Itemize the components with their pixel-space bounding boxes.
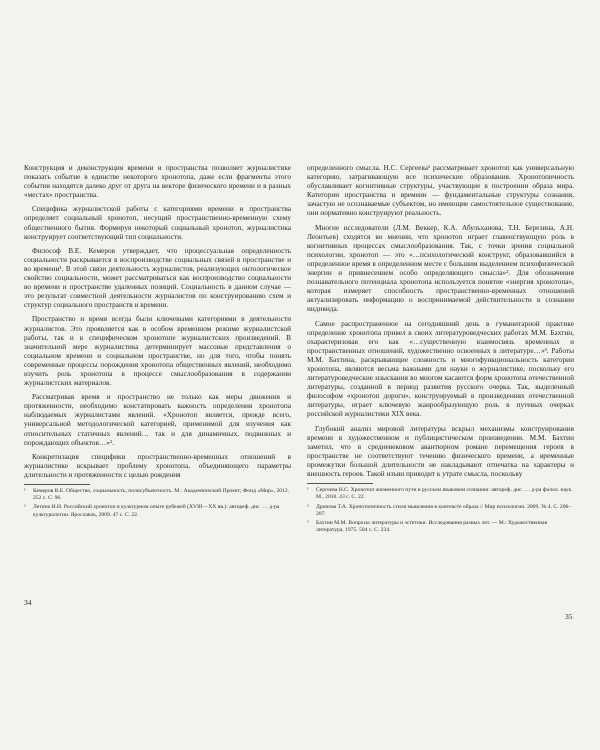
footnote <box>307 504 574 518</box>
paragraph: Философ В.Е. Кемеров утверждает, что процессуальная определенность социальности раскрывается в воспроизводстве социальных связей в пространстве и во времени¹. В этой связи деятельность журналистов, реализующих онтологическое свойство социальности, может рассматриваться как воспроизводство социальности во времени и пространстве удаленных позиций. Социальность в данном случае — это результат совместной деятельности журналистов по конструированию схем и структур социального пространств и времени. <box>24 245 291 310</box>
footnote-text: Кемеров В.Е. Общество, социальность, полисубъектность. М.: Академический Проект; Фонд «Мир», 2012. 252 с. С. 96. <box>33 488 290 502</box>
paragraph: Многие исследователи (Л.М. Веккер, К.А. Абульханова, Т.Н. Березина, А.Н. Леонтьев) сходятся во мнении, что хронотоп играет главенствующую роль в когнитивных процессах смыслообразования. Так, с точки зрения социальной психологии, хронотоп — это «…психологический конструкт, образовавшийся в определенное время в определенном месте с большим выделением психофизической энергии и привнесением особо определяющего смысла»². Для обозначения познавательного потенциала хронотопа используется понятие «энергия хронотопа», которая измеряет способность пространственно-временных отношений актуализировать информацию о воспринимаемой действительности в сознании индивида. <box>307 222 574 314</box>
page-number-left: 34 <box>24 598 32 607</box>
footnote-text: Дронова Т.А. Хронотопичность стиля мышления в контексте образа // Мир психологии. 2009. № 4. С. 206–207. <box>316 503 572 517</box>
footnote-text: Летина Н.Н. Российский хронотоп в культурном опыте рубежей (XVIII—XX вв.): автореф. дис. … д-ра культурологии. Ярославль, 2009. 47 с. С. 22. <box>33 504 280 518</box>
paragraph: Специфика журналистской работы с категориями времени и пространства определяет социальный хронотоп, несущий пространственно-временную схему общественного бытия. Формируя некоторый социальный хронотоп, журналистика конструирует соответствующий тип социальности. <box>24 204 291 241</box>
footnote-number: ¹ <box>307 487 309 494</box>
paragraph: Самое распространенное на сегодняшний день в гуманитарной практике определение хронотопа привел в своих литературоведческих работах М.М. Бахтин, охарактеризовав его как «…существенную взаимосвязь временных и пространственных отношений, художественно освоенных в литературе…»³. Работы М.М. Бахтина, раскрывающие сложность и многофункциональность категории хронотопа, являются весьма важными для науки о журналистике, поскольку его литературоведческие изыскания во многом касаются форм хронотопа отечественной литературы, созданной в период развития русского очерка. Так, выделенный философом «хронотоп дороги», конструируемый в произведениях отечественной литературы, играет ключевую жанрообразующую роль в путевых очерках российской журналистики XIX века. <box>307 318 574 419</box>
footnote-number: ³ <box>307 519 309 526</box>
paragraph: Конкретизация специфики пространственно-временных отношений в журналистике вскрывает проблему хронотопа, объединяющего параметры длительности и протяженности с целью рождения <box>24 451 291 479</box>
page-number-right: 35 <box>565 612 573 621</box>
footnote-text: Бахтин М.М. Вопросы литературы и эстетики. Исследования разных лет. — М.: Художественная литература, 1975. 504 с. С. 234. <box>316 519 548 534</box>
paragraph: Глубокий анализ мировой литературы вскрыл механизмы конструирования времени в художественном и публицистическом произведении. М.М. Бахтин заметил, что в средневековом авантюрном романе перемещения героев в пространстве не соответствуют течению физического времени, а временные промежутки большой длительности не накладывают отпечатка на характеры и внешность героев. Такой изъян приводит к утрате смысла, поскольку <box>307 423 574 478</box>
footnote-divider <box>24 484 90 485</box>
footnote <box>24 504 291 518</box>
right-page-body <box>307 163 574 478</box>
left-footnotes <box>24 488 291 519</box>
footnote-number: ² <box>307 503 309 510</box>
right-footnotes <box>307 487 574 534</box>
left-page <box>24 163 291 521</box>
paragraph: Конструкция и деконструкция времени и пространства позволяет журналистике показать событие в единстве некоторого хронотопа, даже если фрагменты этого события находятся далеко друг от друга на векторе физического времени и в разных «местах» пространства. <box>24 163 291 200</box>
paragraph: Пространство и время всегда были ключевыми категориями в деятельности журналистов. Это проявляется как в особом временном режиме журналистской работы, так и в специфическом хронотопе журналистских произведений. В значительной мере журналистика детерминирует массовые представления о социальном времени и социальном пространстве, но для того, чтобы понять современные процессы порождения хронотопа общественных явлений, необходимо изучить роль хронотопа в процессе смыслообразования в содержании журналистских материалов. <box>24 314 291 388</box>
footnote-number: ¹ <box>24 488 26 494</box>
right-page <box>307 163 574 536</box>
footnote <box>307 520 574 534</box>
footnote-number: ² <box>24 504 26 511</box>
footnote <box>24 488 291 502</box>
footnote <box>307 487 574 501</box>
paragraph: Рассматривая время и пространство не только как меры движения и протяженности, необходимо констатировать важность определения хронотопа наблюдаемых журналистами явлений. «Хронотоп является, прежде всего, универсальной методологической категорией, применимой для изучения как относительных статичных явлений… так и для динамичных, подвижных и порождающих объектов…»². <box>24 392 291 447</box>
footnote-text: Сергеева Н.С. Хронотоп жизненного пути в русском языковом сознании: автореф. дис. … д-ра филол. наук. М., 2010. 43 с. С. 22. <box>316 487 573 501</box>
left-page-body <box>24 163 291 479</box>
paragraph: определенного смысла. Н.С. Сергеева¹ рассматривает хронотоп как универсальную категорию, затрагивающую все психические образования. Хронотопичность обуславливает когнитивные структуры, участвующие в построении образа мира. Категории пространства и времени — фундаментальные структуры сознания, зачастую не осознаваемые субъектом, но имеющие самостоятельное существование, они нормативно конструируют реальность. <box>307 163 574 218</box>
footnote-divider <box>307 483 373 484</box>
